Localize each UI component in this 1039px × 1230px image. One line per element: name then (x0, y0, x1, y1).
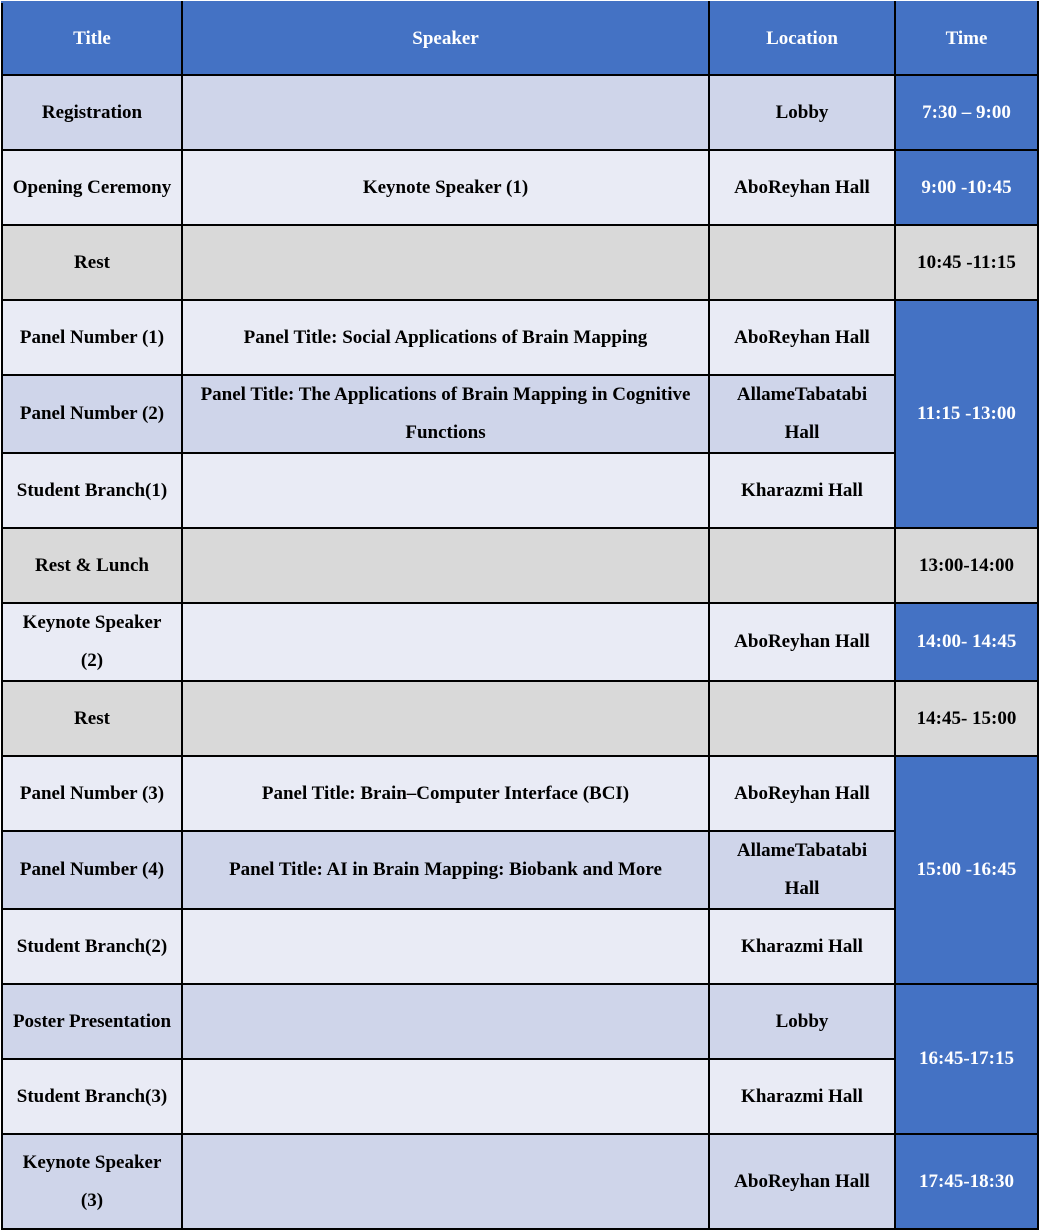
cell-title: Keynote Speaker (2) (2, 603, 182, 681)
header-time: Time (895, 2, 1038, 75)
cell-speaker: Panel Title: AI in Brain Mapping: Biobank and More (182, 831, 709, 909)
cell-location: Kharazmi Hall (709, 1059, 895, 1134)
cell-speaker (182, 681, 709, 756)
cell-speaker: Panel Title: Brain–Computer Interface (BCI) (182, 756, 709, 831)
table-row (2, 150, 1038, 225)
table-row (2, 528, 1038, 603)
table-header (2, 2, 1038, 75)
cell-title: Rest (2, 681, 182, 756)
cell-title: Student Branch(1) (2, 453, 182, 528)
table-row (2, 756, 1038, 831)
table-row (2, 453, 1038, 528)
cell-location: Kharazmi Hall (709, 909, 895, 984)
cell-time: 14:45- 15:00 (895, 681, 1038, 756)
cell-title: Opening Ceremony (2, 150, 182, 225)
cell-location: AboReyhan Hall (709, 603, 895, 681)
cell-time: 10:45 -11:15 (895, 225, 1038, 300)
cell-time: 9:00 -10:45 (895, 150, 1038, 225)
cell-title: Registration (2, 75, 182, 150)
cell-title: Panel Number (3) (2, 756, 182, 831)
cell-speaker (182, 528, 709, 603)
cell-time: 14:00- 14:45 (895, 603, 1038, 681)
cell-location: AboReyhan Hall (709, 300, 895, 375)
cell-speaker (182, 75, 709, 150)
table-row (2, 1059, 1038, 1134)
cell-speaker (182, 909, 709, 984)
cell-location (709, 225, 895, 300)
table-row (2, 225, 1038, 300)
cell-title: Student Branch(3) (2, 1059, 182, 1134)
cell-location: AboReyhan Hall (709, 756, 895, 831)
cell-title: Panel Number (1) (2, 300, 182, 375)
table-body (2, 75, 1038, 1229)
cell-speaker (182, 603, 709, 681)
cell-speaker: Panel Title: Social Applications of Brain Mapping (182, 300, 709, 375)
table-row (2, 603, 1038, 681)
cell-time: 15:00 -16:45 (895, 756, 1038, 984)
cell-speaker (182, 453, 709, 528)
schedule-table (1, 1, 1039, 1230)
table-row (2, 984, 1038, 1059)
table-row (2, 681, 1038, 756)
cell-location: AllameTabatabi Hall (709, 831, 895, 909)
cell-time: 7:30 – 9:00 (895, 75, 1038, 150)
cell-time: 16:45-17:15 (895, 984, 1038, 1134)
table-row (2, 831, 1038, 909)
cell-title: Rest & Lunch (2, 528, 182, 603)
cell-location (709, 681, 895, 756)
cell-title: Student Branch(2) (2, 909, 182, 984)
cell-title: Panel Number (4) (2, 831, 182, 909)
cell-location: AllameTabatabi Hall (709, 375, 895, 453)
cell-speaker: Keynote Speaker (1) (182, 150, 709, 225)
cell-time: 11:15 -13:00 (895, 300, 1038, 528)
cell-speaker: Panel Title: The Applications of Brain Mapping in Cognitive Functions (182, 375, 709, 453)
header-location: Location (709, 2, 895, 75)
cell-time: 17:45-18:30 (895, 1134, 1038, 1229)
cell-title: Keynote Speaker (3) (2, 1134, 182, 1229)
cell-title: Poster Presentation (2, 984, 182, 1059)
cell-location: AboReyhan Hall (709, 150, 895, 225)
cell-speaker (182, 225, 709, 300)
cell-speaker (182, 1059, 709, 1134)
table-row (2, 375, 1038, 453)
cell-location: AboReyhan Hall (709, 1134, 895, 1229)
cell-location: Lobby (709, 75, 895, 150)
cell-time: 13:00-14:00 (895, 528, 1038, 603)
cell-speaker (182, 984, 709, 1059)
cell-location: Lobby (709, 984, 895, 1059)
cell-title: Panel Number (2) (2, 375, 182, 453)
cell-location: Kharazmi Hall (709, 453, 895, 528)
header-title: Title (2, 2, 182, 75)
cell-title: Rest (2, 225, 182, 300)
cell-speaker (182, 1134, 709, 1229)
table-row (2, 75, 1038, 150)
table-row (2, 1134, 1038, 1229)
table-row (2, 300, 1038, 375)
table-row (2, 909, 1038, 984)
cell-location (709, 528, 895, 603)
header-speaker: Speaker (182, 2, 709, 75)
